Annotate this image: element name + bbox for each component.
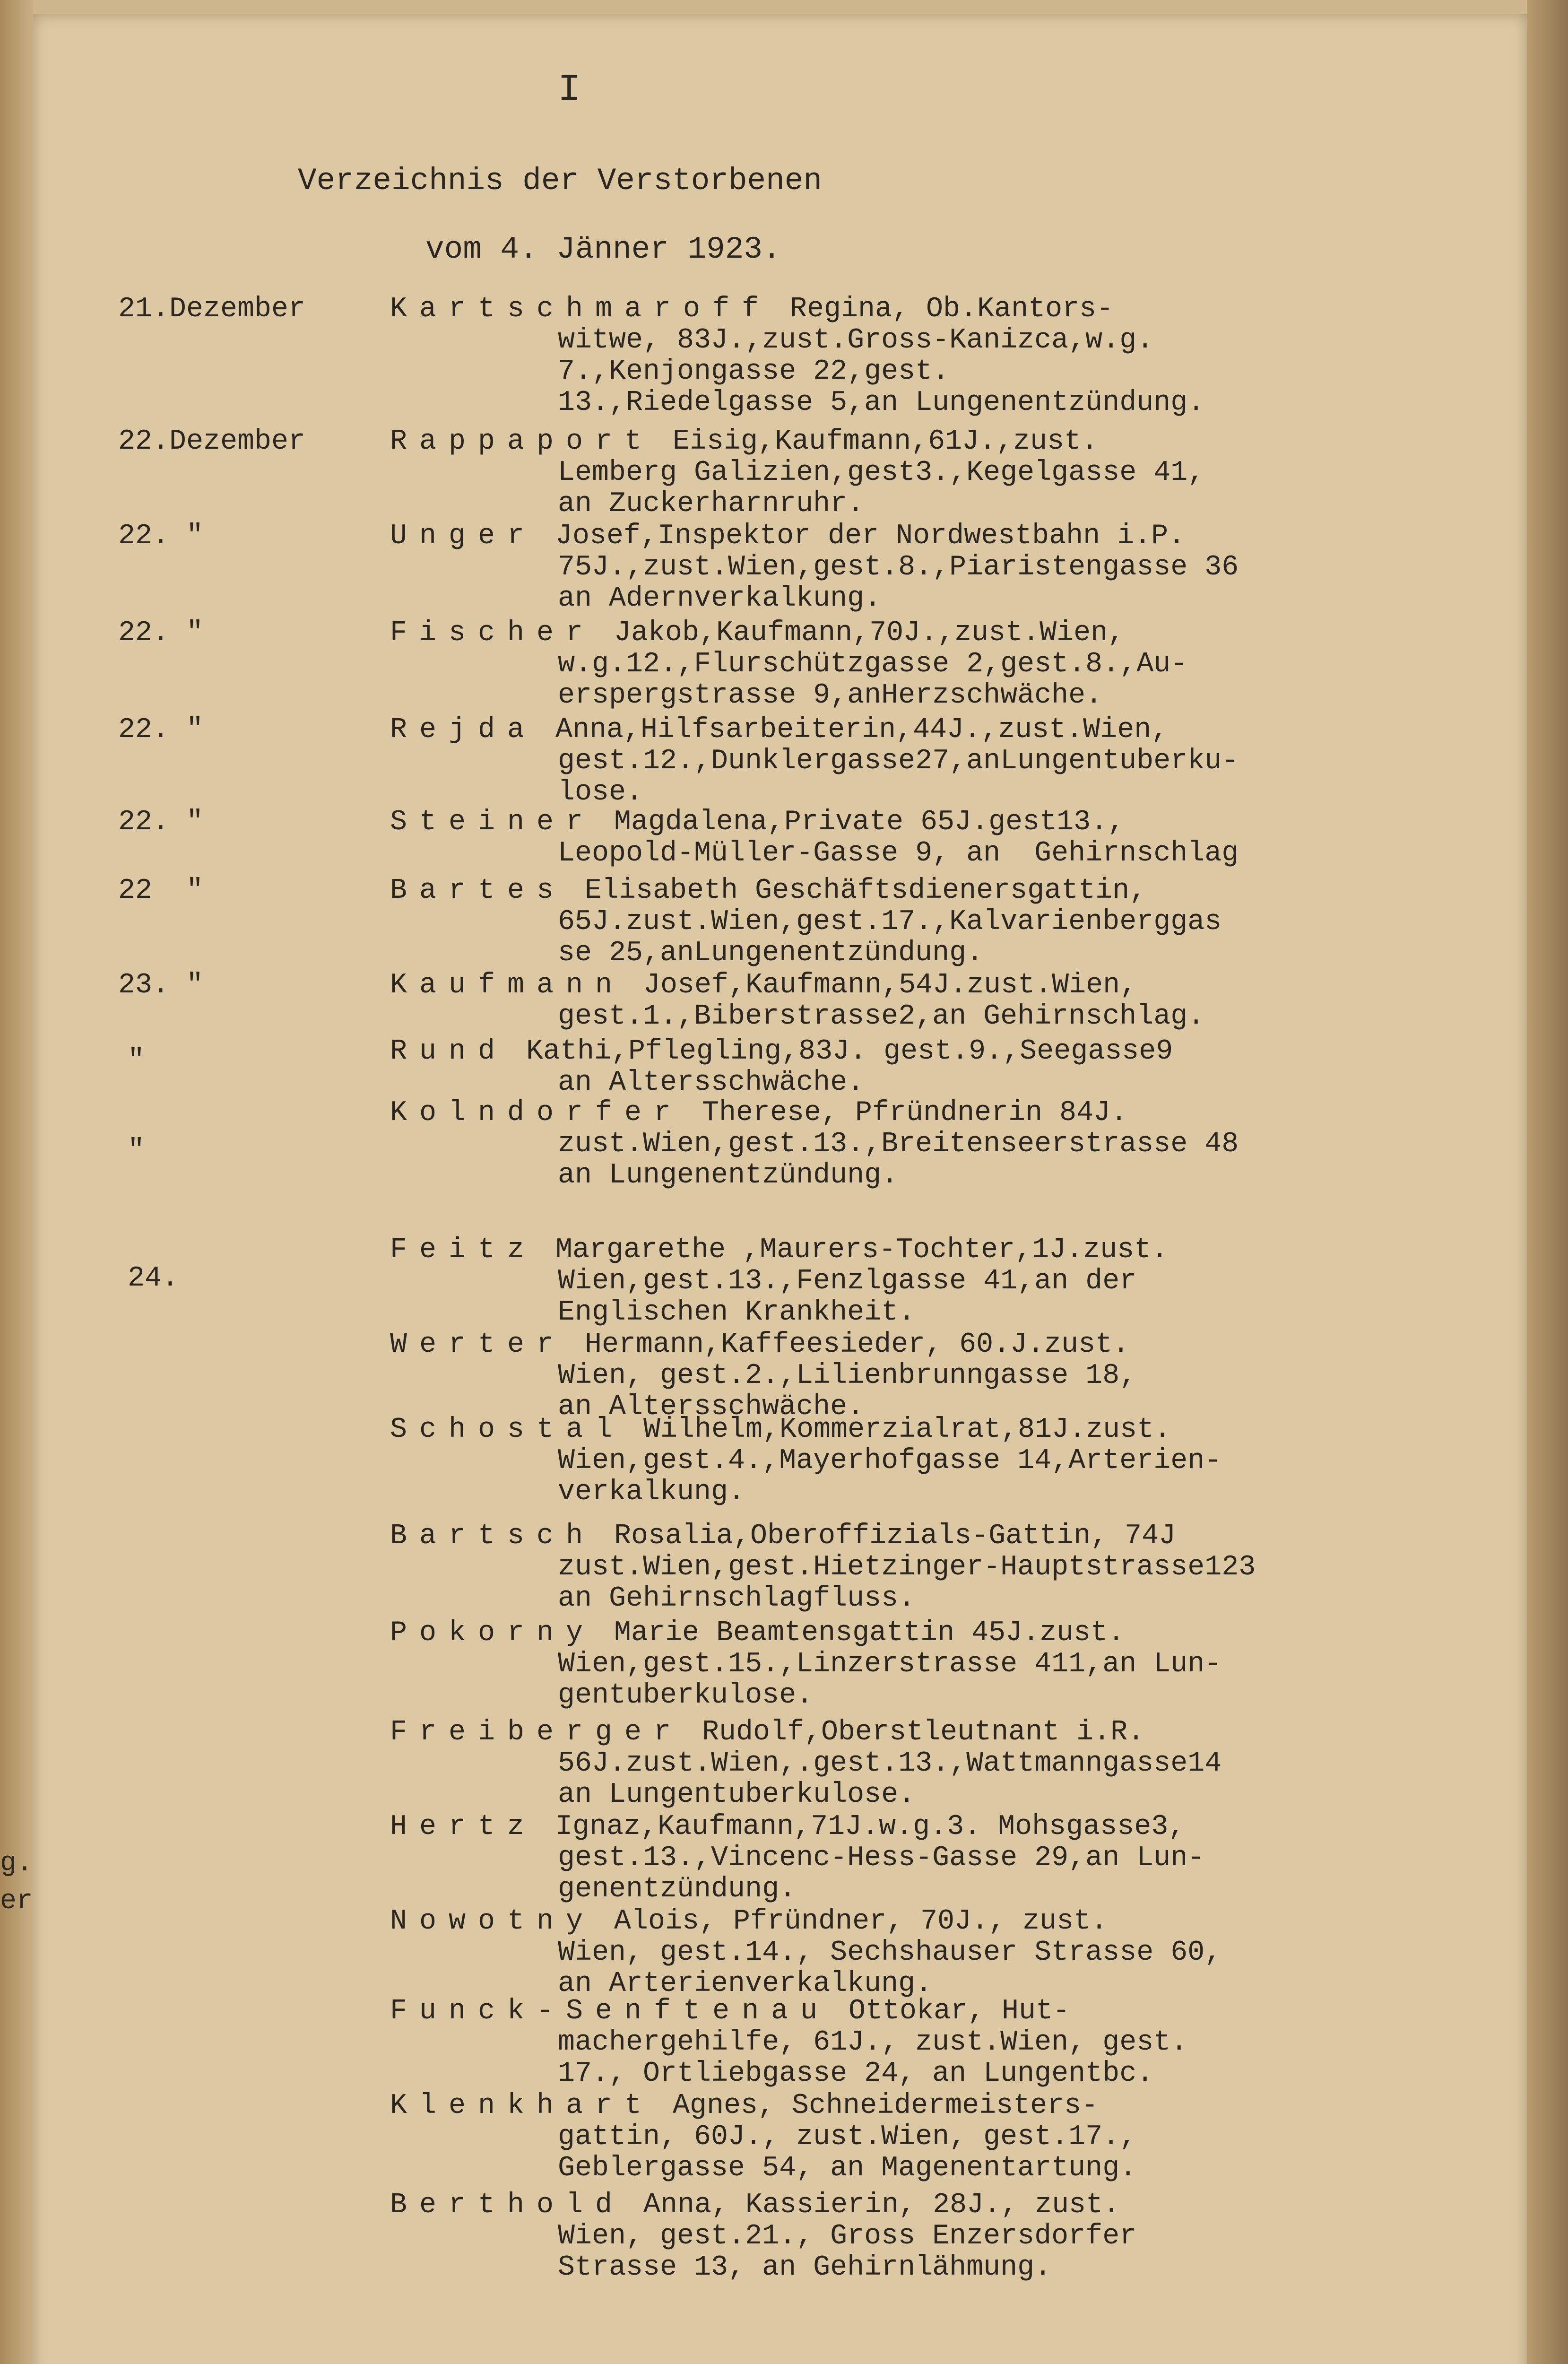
entry-text-line: Elisabeth Geschäftsdienersgattin, <box>585 875 1147 907</box>
entry-text-line: Wien,gest.13.,Fenzlgasse 41,an der <box>558 1265 1137 1297</box>
entry-text-line: gentuberkulose. <box>558 1679 814 1712</box>
entry-text-line: Englischen Krankheit. <box>558 1296 916 1329</box>
entry-surname: Nowotny <box>390 1905 596 1938</box>
entry-text-line: 65J.zust.Wien,gest.17.,Kalvarienberggas <box>558 906 1222 938</box>
entry-text-line: Josef,Kaufmann,54J.zust.Wien, <box>643 969 1137 1001</box>
entry-text-line: verkalkung. <box>558 1476 745 1508</box>
entry-text-line: 17., Ortliebgasse 24, an Lungentbc. <box>558 2058 1154 2090</box>
margin-fragment: g. <box>0 1848 33 1879</box>
entry-text-line: witwe, 83J.,zust.Gross-Kanizca,w.g. <box>558 324 1154 356</box>
entry-text-line: Kathi,Pflegling,83J. gest.9.,Seegasse9 <box>526 1035 1173 1068</box>
entry-text-line: Lemberg Galizien,gest3.,Kegelgasse 41, <box>558 457 1205 489</box>
entry-date: 22. " <box>118 714 204 746</box>
entry-text-line: Wien,gest.4.,Mayerhofgasse 14,Arterien- <box>558 1445 1222 1477</box>
entry-text-line: Therese, Pfründnerin 84J. <box>702 1097 1128 1129</box>
entry-surname: Klenkhart <box>390 2090 654 2122</box>
entry-text-line: Wien,gest.15.,Linzerstrasse 411,an Lun- <box>558 1648 1222 1680</box>
entry-date: 21.Dezember <box>118 293 306 325</box>
entry-date: 22. " <box>118 520 204 552</box>
entry-text-line: Jakob,Kaufmann,70J.,zust.Wien, <box>614 617 1125 649</box>
entry-surname: Kartschmaroff <box>390 293 771 325</box>
entry-text-line: erspergstrasse 9,anHerzschwäche. <box>558 679 1103 712</box>
entry-text-line: w.g.12.,Flurschützgasse 2,gest.8.,Au- <box>558 648 1188 680</box>
entry-surname: Rappaport <box>390 426 654 458</box>
entry-text-line: an Lungentuberkulose. <box>558 1779 916 1811</box>
entry-surname: Rejda <box>390 714 537 746</box>
entry-text-line: an Adernverkalkung. <box>558 582 882 615</box>
entry-text-line: gest.12.,Dunklergasse27,anLungentuberku- <box>558 745 1239 777</box>
entry-text-line: lose. <box>558 776 643 808</box>
entry-text-line: an Altersschwäche. <box>558 1391 865 1423</box>
entry-date: 23. " <box>118 969 204 1001</box>
entry-text-line: Anna,Hilfsarbeiterin,44J.,zust.Wien, <box>555 714 1169 746</box>
entry-date: 24. <box>128 1262 179 1295</box>
entry-text-line: Ottokar, Hut- <box>849 1995 1070 2027</box>
entry-surname: Werter <box>390 1329 566 1361</box>
entry-surname: Kolndorfer <box>390 1097 684 1129</box>
entry-date: " <box>128 1045 145 1077</box>
entry-text-line: Marie Beamtensgattin 45J.zust. <box>614 1617 1125 1649</box>
entry-surname: Fischer <box>390 617 596 649</box>
entry-text-line: Wilhelm,Kommerzialrat,81J.zust. <box>643 1414 1171 1446</box>
entry-text-line: an Zuckerharnruhr. <box>558 488 865 520</box>
entry-surname: Berthold <box>390 2189 625 2221</box>
entry-text-line: machergehilfe, 61J., zust.Wien, gest. <box>558 2026 1188 2059</box>
entry-text-line: Eisig,Kaufmann,61J.,zust. <box>673 426 1099 458</box>
entry-text-line: gattin, 60J., zust.Wien, gest.17., <box>558 2121 1137 2153</box>
entry-text-line: gest.13.,Vincenc-Hess-Gasse 29,an Lun- <box>558 1842 1205 1874</box>
entry-text-line: 56J.zust.Wien,.gest.13.,Wattmanngasse14 <box>558 1747 1222 1780</box>
entry-text-line: gest.1.,Biberstrasse2,an Gehirnschlag. <box>558 1000 1205 1033</box>
entry-surname: Unger <box>390 520 537 552</box>
entry-text-line: 13.,Riedelgasse 5,an Lungenentzündung. <box>558 387 1205 419</box>
entry-surname: Rund <box>390 1035 508 1068</box>
document-subtitle: vom 4. Jänner 1923. <box>425 232 781 267</box>
margin-fragment: er <box>0 1886 33 1917</box>
entry-surname: Steiner <box>390 806 596 838</box>
entry-date: 22 " <box>118 875 204 907</box>
entry-text-line: an Arterienverkalkung. <box>558 1968 933 2000</box>
entry-text-line: Geblergasse 54, an Magenentartung. <box>558 2152 1137 2184</box>
entry-date: 22.Dezember <box>118 426 306 458</box>
entry-text-line: Hermann,Kaffeesieder, 60.J.zust. <box>585 1329 1130 1361</box>
entry-text-line: Josef,Inspektor der Nordwestbahn i.P. <box>555 520 1186 552</box>
entry-surname: Funck-Senftenau <box>390 1995 830 2027</box>
entry-text-line: 75J.,zust.Wien,gest.8.,Piaristengasse 36 <box>558 551 1239 583</box>
entry-text-line: Strasse 13, an Gehirnlähmung. <box>558 2251 1052 2284</box>
entry-text-line: Rudolf,Oberstleutnant i.R. <box>702 1716 1145 1748</box>
entry-text-line: Agnes, Schneidermeisters- <box>673 2090 1099 2122</box>
entry-surname: Pokorny <box>390 1617 596 1649</box>
document-title: Verzeichnis der Verstorbenen <box>298 163 822 199</box>
right-page-edge <box>1527 0 1568 2364</box>
left-page-edge <box>0 0 33 2364</box>
entry-surname: Hertz <box>390 1811 537 1843</box>
entry-text-line: Magdalena,Private 65J.gest13., <box>614 806 1125 838</box>
entry-text-line: Anna, Kassierin, 28J., zust. <box>643 2189 1120 2221</box>
entry-text-line: Leopold-Müller-Gasse 9, an Gehirnschlag <box>558 837 1239 869</box>
entry-text-line: Wien, gest.2.,Lilienbrunngasse 18, <box>558 1360 1137 1392</box>
entry-text-line: zust.Wien,gest.Hietzinger-Hauptstrasse123 <box>558 1551 1256 1583</box>
entry-surname: Kaufmann <box>390 969 625 1001</box>
entry-text-line: se 25,anLungenentzündung. <box>558 937 984 969</box>
entry-surname: Freiberger <box>390 1716 684 1748</box>
entry-text-line: an Gehirnschlagfluss. <box>558 1582 916 1615</box>
entry-surname: Feitz <box>390 1234 537 1266</box>
entry-date: " <box>128 1135 145 1167</box>
entry-date: 22. " <box>118 617 204 649</box>
entry-text-line: zust.Wien,gest.13.,Breitenseerstrasse 48 <box>558 1128 1239 1160</box>
entry-text-line: Wien, gest.21., Gross Enzersdorfer <box>558 2220 1137 2252</box>
entry-text-line: Regina, Ob.Kantors- <box>790 293 1114 325</box>
entry-text-line: Margarethe ,Maurers-Tochter,1J.zust. <box>555 1234 1169 1266</box>
entry-text-line: an Lungenentzündung. <box>558 1159 899 1191</box>
entry-text-line: Alois, Pfründner, 70J., zust. <box>614 1905 1108 1938</box>
entry-text-line: Rosalia,Oberoffizials-Gattin, 74J <box>614 1520 1176 1552</box>
entry-surname: Bartes <box>390 875 566 907</box>
entry-text-line: 7.,Kenjongasse 22,gest. <box>558 356 950 388</box>
entry-text-line: an Altersschwäche. <box>558 1067 865 1099</box>
entry-date: 22. " <box>118 806 204 838</box>
entry-text-line: Ignaz,Kaufmann,71J.w.g.3. Mohsgasse3, <box>555 1811 1186 1843</box>
entry-text-line: genentzündung. <box>558 1873 797 1905</box>
entry-surname: Bartsch <box>390 1520 596 1552</box>
page-number: I <box>558 69 581 112</box>
entry-text-line: Wien, gest.14., Sechshauser Strasse 60, <box>558 1937 1222 1969</box>
entry-surname: Schostal <box>390 1414 625 1446</box>
